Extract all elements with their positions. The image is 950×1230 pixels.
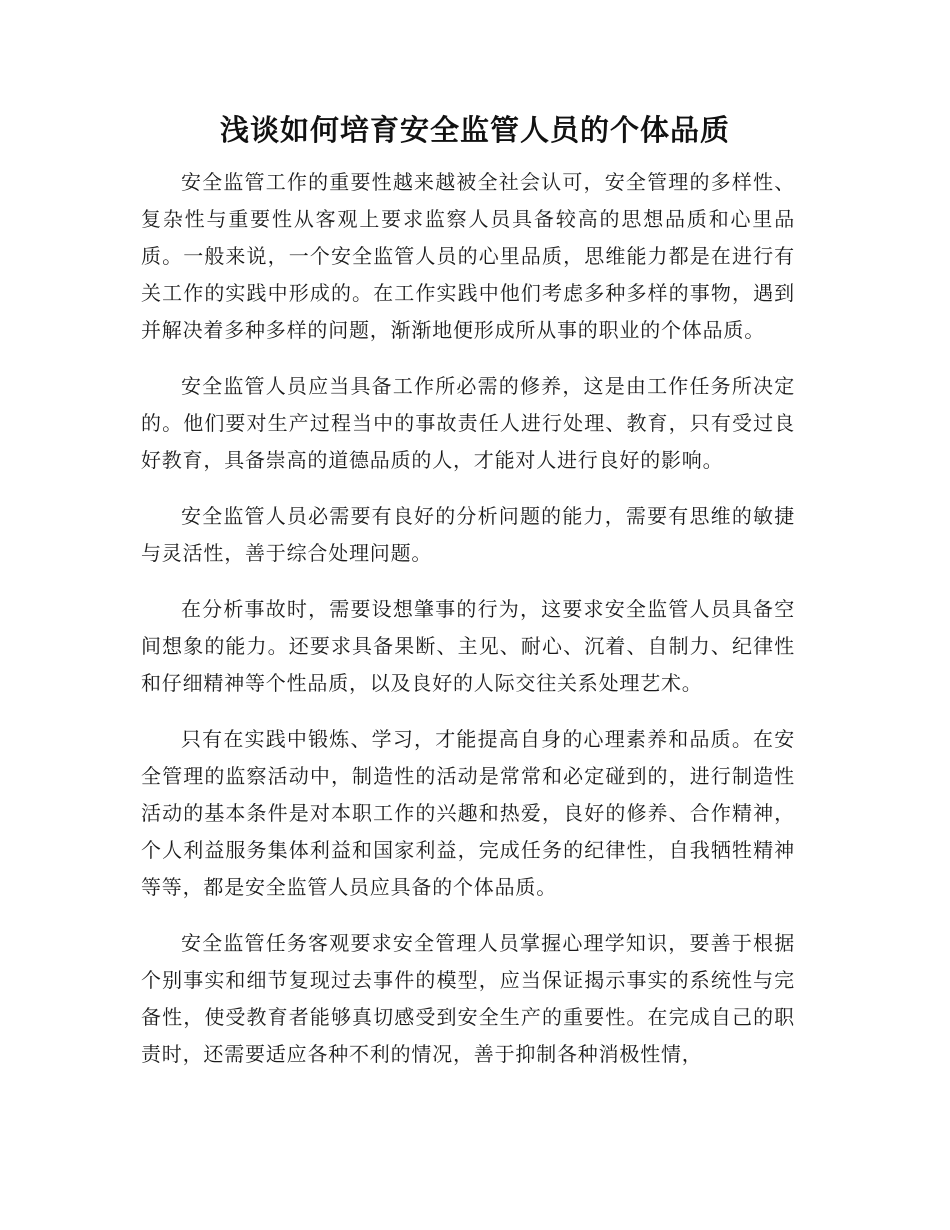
document-title: 浅谈如何培育安全监管人员的个体品质 — [219, 113, 730, 147]
paragraph-3: 安全监管人员必需要有良好的分析问题的能力，需要有思维的敏捷与灵活性，善于综合处理问题。 — [141, 504, 795, 565]
paragraph-4: 在分析事故时，需要设想肇事的行为，这要求安全监管人员具备空间想象的能力。还要求具备果断、主见、耐心、沉着、自制力、纪律性和仔细精神等个性品质，以及良好的人际交往关系处理艺术。 — [141, 597, 795, 695]
paragraph-2: 安全监管人员应当具备工作所必需的修养，这是由工作任务所决定的。他们要对生产过程当中的事故责任人进行处理、教育，只有受过良好教育，具备崇高的道德品质的人，才能对人进行良好的影响。 — [141, 374, 795, 472]
document-body — [141, 164, 795, 1092]
paragraph-5: 只有在实践中锻炼、学习，才能提高自身的心理素养和品质。在安全管理的监察活动中，制造性的活动是常常和必定碰到的，进行制造性活动的基本条件是对本职工作的兴趣和热爱，良好的修养、合作精神，个人利益服务集体利益和国家利益，完成任务的纪律性，自我牺牲精神等等，都是安全监管人员应具备的个体品质。 — [141, 727, 795, 899]
paragraph-6: 安全监管任务客观要求安全管理人员掌握心理学知识，要善于根据个别事实和细节复现过去事件的模型，应当保证揭示事实的系统性与完备性，使受教育者能够真切感受到安全生产的重要性。在完成自己的职责时，还需要适应各种不利的情况，善于抑制各种消极性情， — [141, 931, 795, 1066]
paragraph-1: 安全监管工作的重要性越来越被全社会认可，安全管理的多样性、复杂性与重要性从客观上要求监察人员具备较高的思想品质和心里品质。一般来说，一个安全监管人员的心里品质，思维能力都是在进行有关工作的实践中形成的。在工作实践中他们考虑多种多样的事物，遇到并解决着多种多样的问题，渐渐地便形成所从事的职业的个体品质。 — [141, 170, 795, 342]
